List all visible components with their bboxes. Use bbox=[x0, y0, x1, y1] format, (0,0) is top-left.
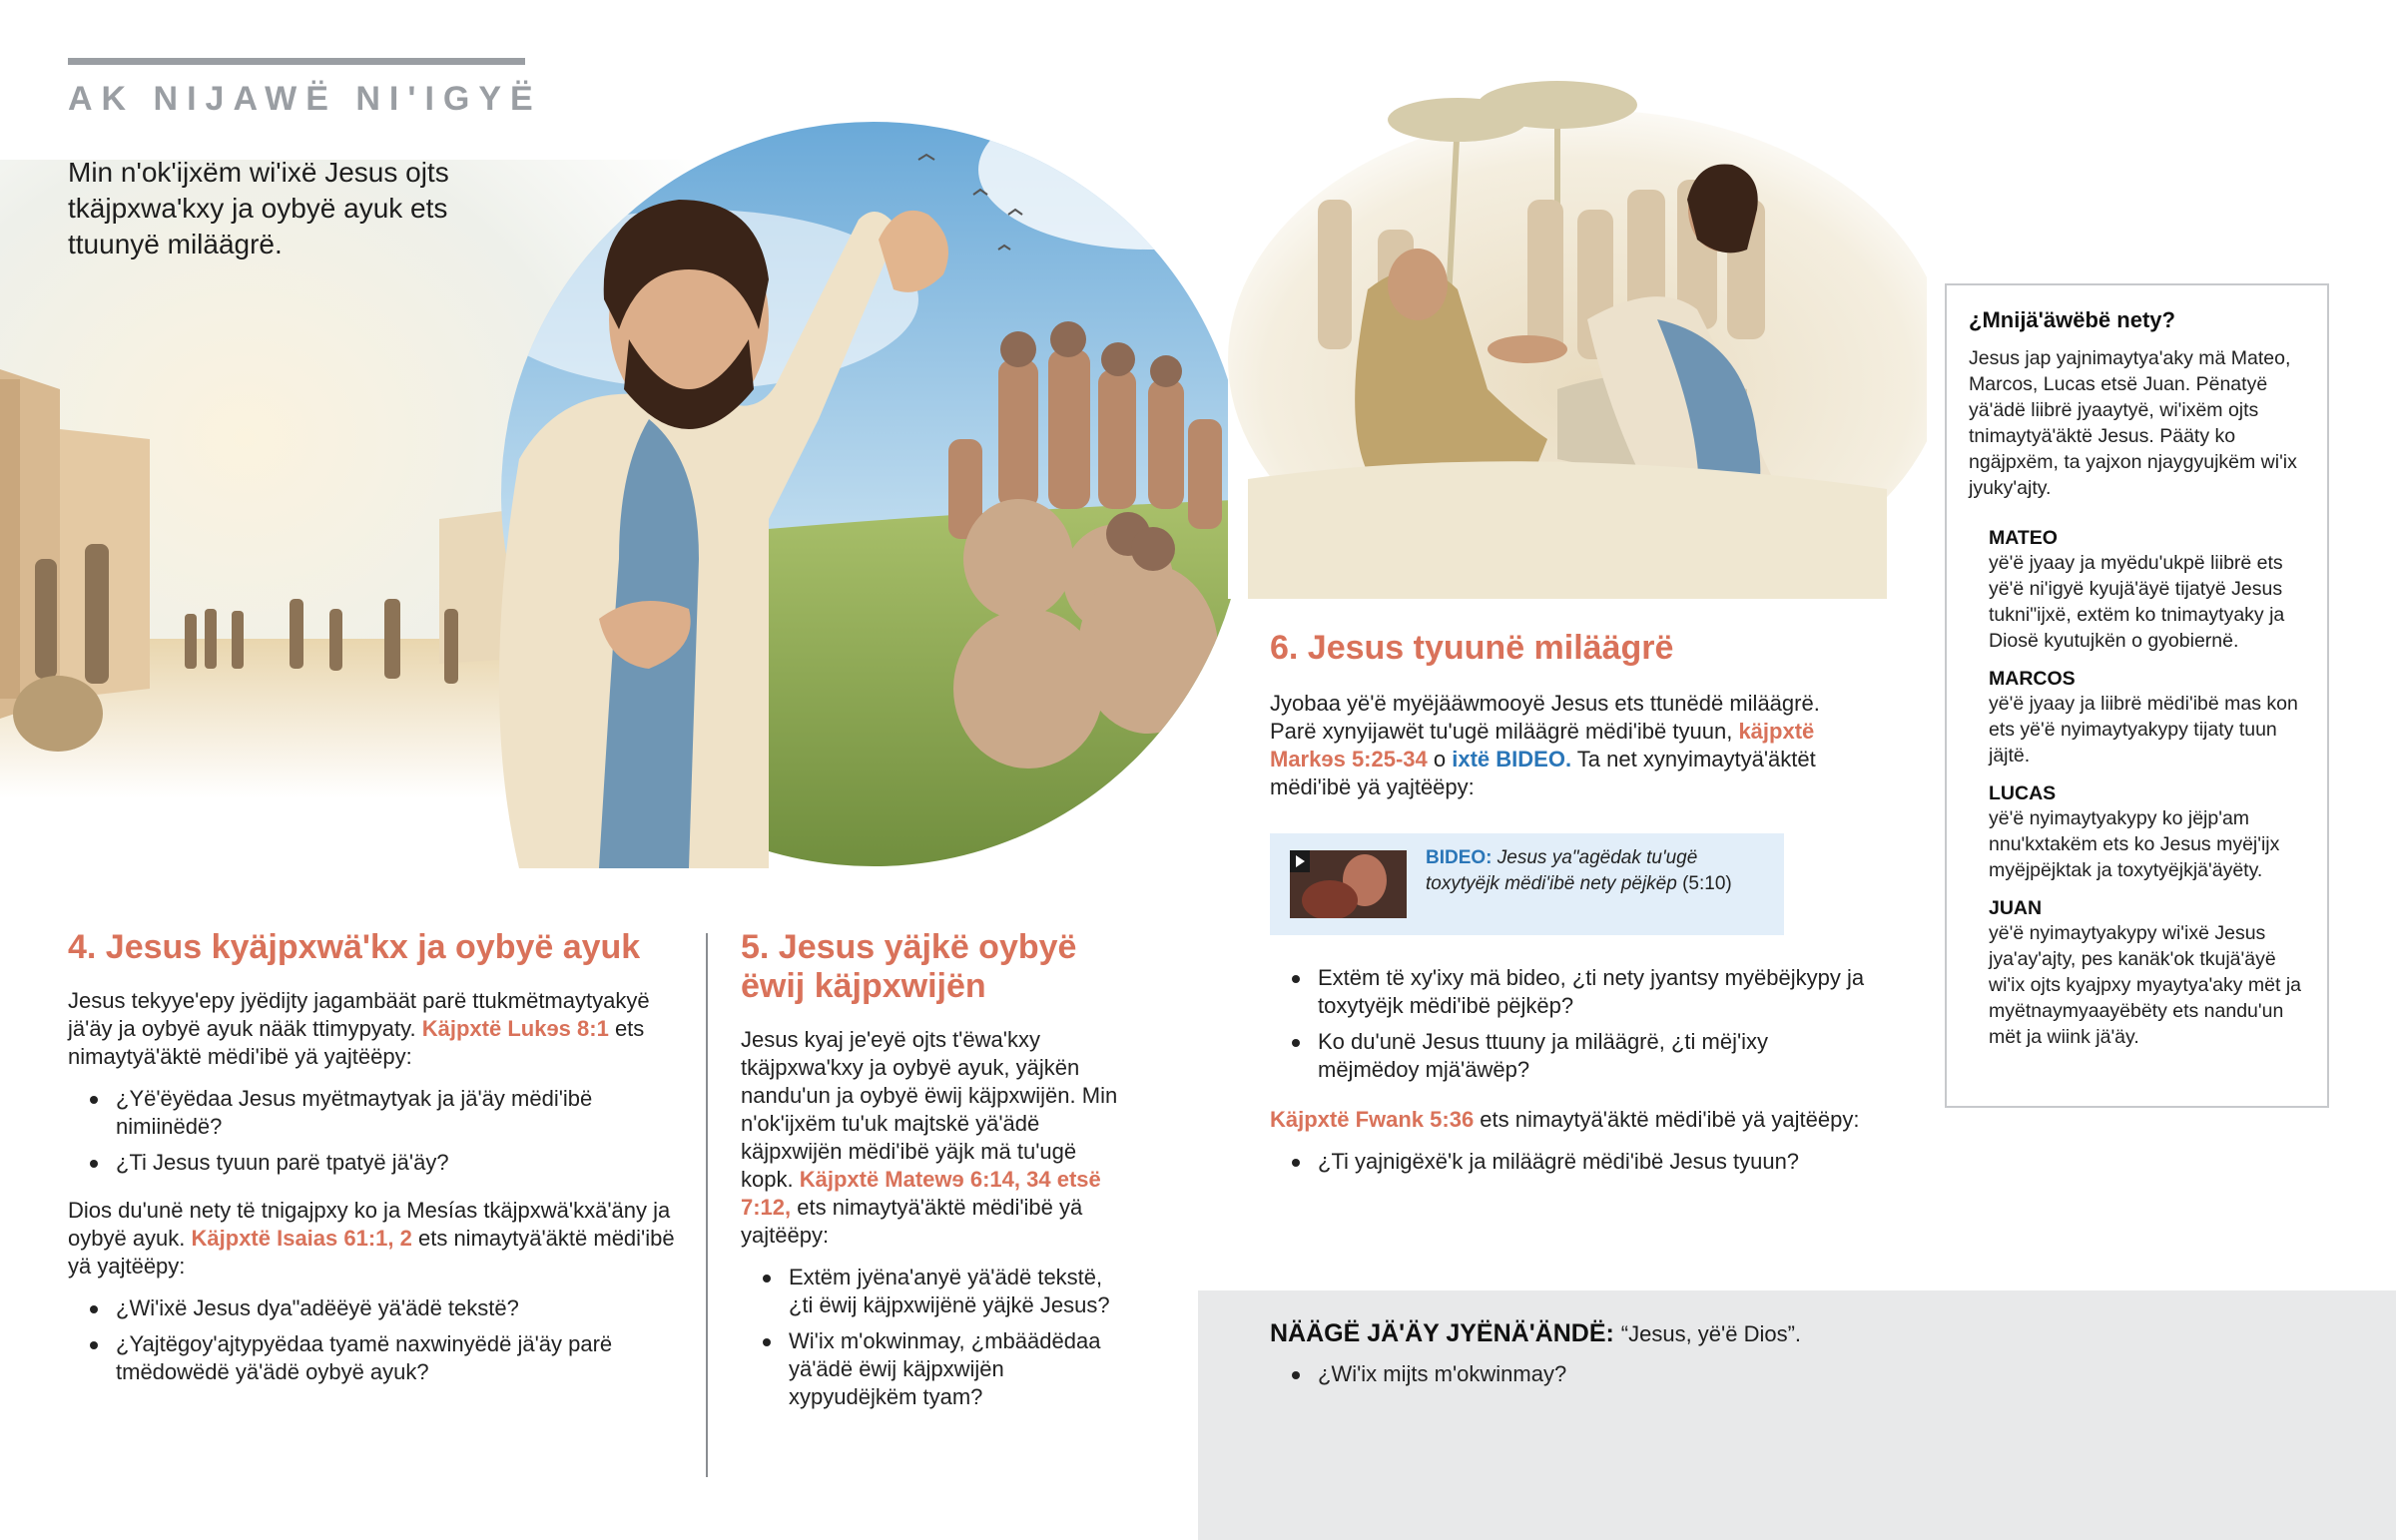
section-6-questions-2 bbox=[1270, 1148, 1869, 1176]
video-caption: BIDEO: Jesus ya"agëdak tu'ugë toxytyëjk mëdi'ibë nety pëjkëp (5:10) bbox=[1426, 847, 1732, 894]
section-5-questions bbox=[741, 1264, 1130, 1411]
preaching-illustration bbox=[0, 0, 1268, 868]
video-card[interactable] bbox=[1270, 833, 1784, 935]
section-5-heading: 5. Jesus yäjkë oybyë ëwij käjpxwijën bbox=[741, 928, 1077, 1005]
entry-name: MARCOS bbox=[1989, 668, 2076, 690]
sidebar-entry-mateo bbox=[1989, 527, 2308, 654]
healing-illustration bbox=[1228, 60, 1927, 599]
section-6-continued bbox=[1270, 964, 1869, 1176]
column-divider bbox=[706, 933, 708, 1477]
sidebar-entry-lucas bbox=[1989, 782, 2308, 883]
scripture-link-mark[interactable]: käjpxtë Markɘs 5:25-34 bbox=[1270, 719, 1815, 771]
sidebar-entries bbox=[1989, 527, 2308, 1050]
section-eyebrow: AK NIJAWË NI'IGYË bbox=[68, 80, 542, 118]
video-thumbnail[interactable] bbox=[1290, 850, 1407, 918]
others-say-band bbox=[1198, 1290, 2396, 1540]
list-item: Extëm të xy'ixy mä bideo, ¿ti nety jyantsy myëbëjkypy ja toxytyëjk mëdi'ibë pëjkëp? bbox=[1270, 964, 1869, 1020]
section-6-heading: 6. Jesus tyuunë miläägrë bbox=[1270, 629, 1674, 667]
scripture-link-matthew[interactable]: Käjpxtë Matewɘ 6:14, 34 etsë 7:12, bbox=[741, 1167, 1101, 1220]
section-6-paragraph-2: Käjpxtë Fwank 5:36 ets nimaytyä'äktë mëdi'ibë yä yajtëëpy: bbox=[1270, 1107, 1860, 1132]
scripture-link-isaiah[interactable]: Käjpxtë Isaias 61:1, 2 bbox=[191, 1226, 412, 1251]
others-say-quote: “Jesus, yë'ë Dios”. bbox=[1620, 1321, 1802, 1346]
sidebar-entry-marcos bbox=[1989, 668, 2308, 769]
entry-name: JUAN bbox=[1989, 897, 2043, 919]
sidebar-title: ¿Mnijä'äwëbë nety? bbox=[1969, 307, 2175, 332]
section-5 bbox=[741, 928, 1130, 1411]
list-item: ¿Yë'ëyëdaa Jesus myëtmaytyak ja jä'äy mëdi'ibë nimiinëdë? bbox=[68, 1085, 687, 1141]
list-item: ¿Ti yajnigëxë'k ja miläägrë mëdi'ibë Jesus tyuun? bbox=[1270, 1148, 1869, 1176]
section-6-paragraph-1: Jyobaa yë'ë myëjääwmooyë Jesus ets ttunëdë miläägrë. Parë xynyijawët tu'ugë miläägrë mëdi'ibë tyuun, käjpxtë Markɘs 5:25-34 o ixtë BIDEO. Ta net xynyimaytyä'äktët mëdi'ibë yä yajtëëpy: bbox=[1270, 691, 1820, 799]
entry-text: yë'ë jyaay ja myëdu'ukpë liibrë ets yë'ë ni'igyë kyujä'äyë tijatyë Jesus tukni"ijxë, extëm ko tnimaytyaky ja Diosë kyutujkën o gyobiernë. bbox=[1989, 552, 2285, 652]
others-say-line bbox=[1270, 1317, 2348, 1350]
header-rule bbox=[68, 58, 525, 65]
section-4-heading: 4. Jesus kyäjpxwä'kx ja oybyë ayuk bbox=[68, 928, 641, 966]
list-item: ¿Wi'ixë Jesus dya"adëëyë yä'ädë tekstë? bbox=[68, 1294, 687, 1322]
sidebar-entry-juan bbox=[1989, 897, 2308, 1050]
list-item: Ko du'unë Jesus ttuuny ja miläägrë, ¿ti mëj'ixy mëjmëdoy mjä'äwëp? bbox=[1270, 1028, 1869, 1084]
video-link[interactable]: ixtë BIDEO. bbox=[1452, 747, 1572, 771]
section-4-questions-1 bbox=[68, 1085, 687, 1177]
section-4 bbox=[68, 928, 687, 1386]
entry-text: yë'ë jyaay ja liibrë mëdi'ibë mas kon ets yë'ë nyimaytyakypy tijaty tuun jäjtë. bbox=[1989, 693, 2298, 767]
scripture-link-luke[interactable]: Käjpxtë Lukɘs 8:1 bbox=[421, 1016, 609, 1041]
list-item: Extëm jyëna'anyë yä'ädë tekstë, ¿ti ëwij käjpxwijënë yäjkë Jesus? bbox=[741, 1264, 1130, 1319]
scripture-link-john[interactable]: Käjpxtë Fwank 5:36 bbox=[1270, 1107, 1475, 1132]
others-say-questions bbox=[1270, 1360, 2168, 1388]
list-item: ¿Ti Jesus tyuun parë tpatyë jä'äy? bbox=[68, 1149, 687, 1177]
others-say-label: NÄÄGË JÄ'ÄY JYËNÄ'ÄNDË: bbox=[1270, 1319, 1614, 1347]
sidebar-intro: Jesus jap yajnimaytya'aky mä Mateo, Marcos, Lucas etsë Juan. Pënatyë yä'ädë liibrë jyaaytyë, wi'ixëm ojts tnimaytyä'äktë Jesus. Pääty ko ngäjpxëm, ta yajxon njaygyujkëm wi'ix jyuky'ajty. bbox=[1969, 347, 2297, 499]
list-item: Wi'ix m'okwinmay, ¿mbäädëdaa yä'ädë ëwij käjpxwijën xypyudëjkëm tyam? bbox=[741, 1327, 1130, 1411]
entry-text: yë'ë nyimaytyakypy ko jëjp'am nnu'kxtakëm ets ko Jesus myëj'ijx myëjpëjktak ja toxytyëjkjä'äyëty. bbox=[1989, 807, 2280, 881]
list-item: ¿Yajtëgoy'ajtypyëdaa tyamë naxwinyëdë jä'äy parë tmëdowëdë yä'ädë oybyë ayuk? bbox=[68, 1330, 687, 1386]
section-4-paragraph-1: Jesus tekyye'epy jyëdijty jagambäät parë ttukmëtmaytyakyë jä'äy ja oybyë ayuk nääk ttimypyaty. Käjpxtë Lukɘs 8:1 ets nimaytyä'äktë mëdi'ibë yä yajtëëpy: bbox=[68, 988, 650, 1069]
section-4-questions-2 bbox=[68, 1294, 687, 1386]
did-you-know-box bbox=[1945, 283, 2329, 1108]
entry-name: MATEO bbox=[1989, 527, 2058, 549]
section-6-questions-1 bbox=[1270, 964, 1869, 1084]
entry-text: yë'ë nyimaytyakypy wi'ixë Jesus jya'ay'ajty, pes kanäk'ok tkujä'äyë wi'ix ojts kyajpxy myaytya'aky mët ja myëtnaymyaayëbëty ets nandu'un mët ja wiink jä'äy. bbox=[1989, 922, 2302, 1048]
intro-text: Min n'ok'ijxëm wi'ixë Jesus ojts tkäjpxwa'kxy ja oybyë ayuk ets ttuunyë miläägrë. bbox=[68, 157, 449, 259]
list-item: ¿Wi'ix mijts m'okwinmay? bbox=[1270, 1360, 2168, 1388]
section-4-paragraph-2: Dios du'unë nety të tnigajpxy ko ja Mesías tkäjpxwä'kxä'äny ja oybyë ayuk. Käjpxtë Isaias 61:1, 2 ets nimaytyä'äktë mëdi'ibë yä yajtëëpy: bbox=[68, 1198, 675, 1279]
entry-name: LUCAS bbox=[1989, 782, 2057, 804]
section-6 bbox=[1270, 629, 1869, 801]
section-5-paragraph: Jesus kyaj je'eyë ojts t'ëwa'kxy tkäjpxwa'kxy ja oybyë ayuk, yäjkën nandu'un ja oybyë ëwij käjpxwijën. Min n'ok'ijxëm tu'uk majtskë yä'ädë käjpxwijën mëdi'ibë yäjk mä tu'ugë kopk. Käjpxtë Matewɘ 6:14, 34 etsë 7:12, ets nimaytyä'äktë mëdi'ibë yä yajtëëpy: bbox=[741, 1027, 1118, 1248]
